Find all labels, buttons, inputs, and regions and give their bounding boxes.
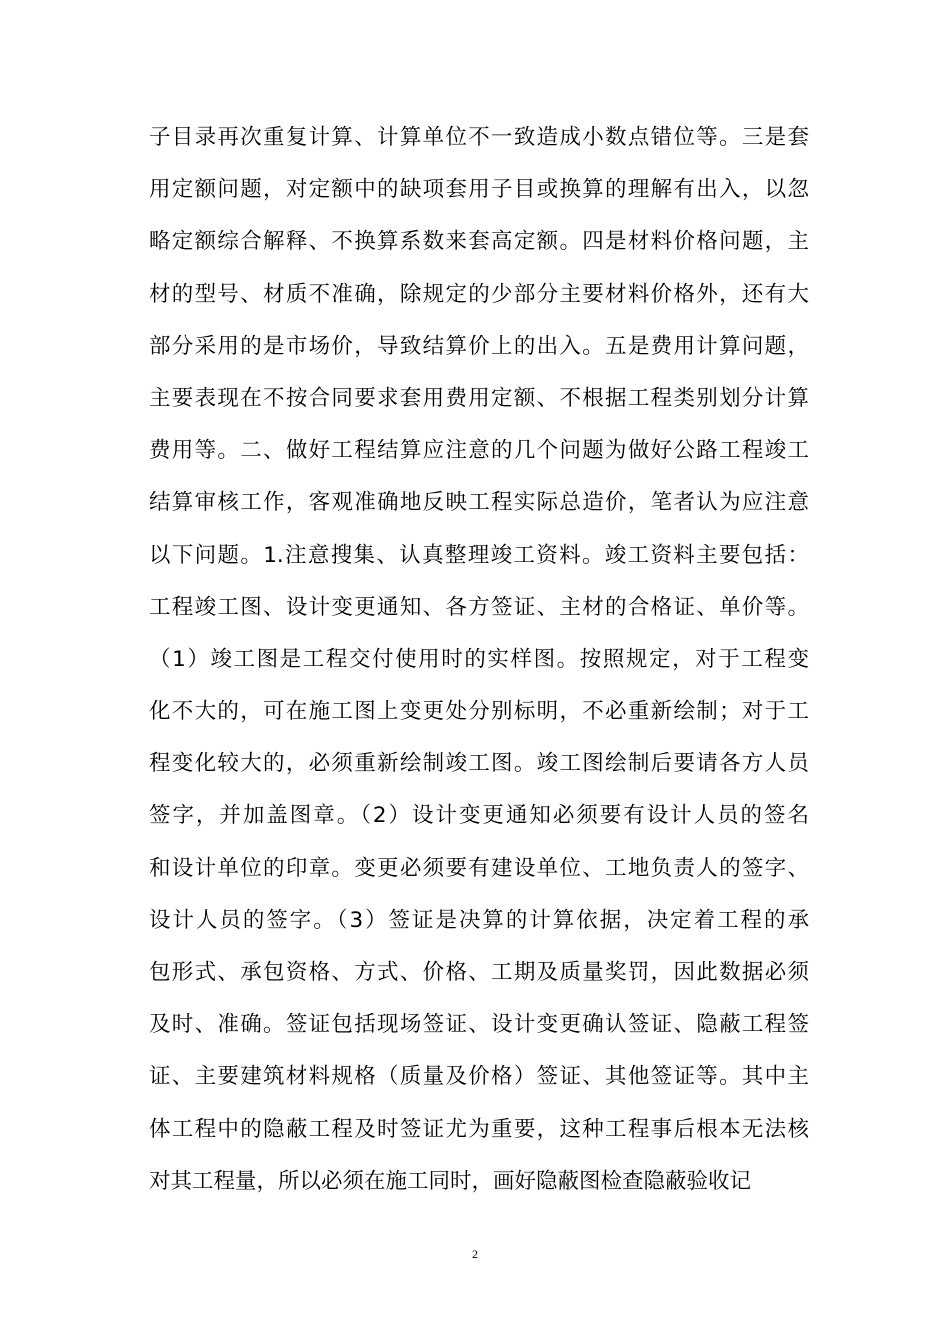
text-line: 材的型号、材质不准确，除规定的少部分主要材料价格外，还有大	[149, 281, 809, 307]
page-number: 2	[472, 1247, 478, 1261]
text-line: 以下问题。1.注意搜集、认真整理竣工资料。竣工资料主要包括：	[149, 542, 809, 568]
text-line: 部分采用的是市场价，导致结算价上的出入。五是费用计算问题，	[149, 333, 809, 359]
text-line: 对其工程量，所以必须在施工同时，画好隐蔽图检查隐蔽验收记	[149, 1168, 752, 1194]
text-line: 及时、准确。签证包括现场签证、设计变更确认签证、隐蔽工程签	[149, 1012, 809, 1038]
text-line: 和设计单位的印章。变更必须要有建设单位、工地负责人的签字、	[149, 855, 809, 881]
text-line: 费用等。二、做好工程结算应注意的几个问题为做好公路工程竣工	[149, 438, 809, 464]
text-line: 包形式、承包资格、方式、价格、工期及质量奖罚，因此数据必须	[149, 960, 809, 985]
text-line: 化不大的，可在施工图上变更处分别标明，不必重新绘制；对于工	[149, 699, 809, 725]
text-line: 用定额问题，对定额中的缺项套用子目或换算的理解有出入，以忽	[149, 177, 809, 203]
text-line: 程变化较大的，必须重新绘制竣工图。竣工图绘制后要请各方人员	[149, 751, 809, 777]
text-line: 工程竣工图、设计变更通知、各方签证、主材的合格证、单价等。	[149, 594, 809, 620]
text-line: 设计人员的签字。（3）签证是决算的计算依据，决定着工程的承	[149, 907, 809, 933]
text-line: 主要表现在不按合同要求套用费用定额、不根据工程类别划分计算	[149, 385, 809, 411]
text-line: （1）竣工图是工程交付使用时的实样图。按照规定，对于工程变	[149, 646, 809, 672]
text-line: 结算审核工作，客观准确地反映工程实际总造价，笔者认为应注意	[149, 490, 809, 516]
text-line: 略定额综合解释、不换算系数来套高定额。四是材料价格问题，主	[149, 229, 809, 255]
text-line: 子目录再次重复计算、计算单位不一致造成小数点错位等。三是套	[149, 125, 809, 150]
text-line: 体工程中的隐蔽工程及时签证尤为重要，这种工程事后根本无法核	[149, 1116, 809, 1142]
text-line: 证、主要建筑材料规格（质量及价格）签证、其他签证等。其中主	[149, 1064, 809, 1090]
body-text	[149, 112, 809, 1208]
text-line: 签字，并加盖图章。（2）设计变更通知必须要有设计人员的签名	[149, 803, 809, 829]
